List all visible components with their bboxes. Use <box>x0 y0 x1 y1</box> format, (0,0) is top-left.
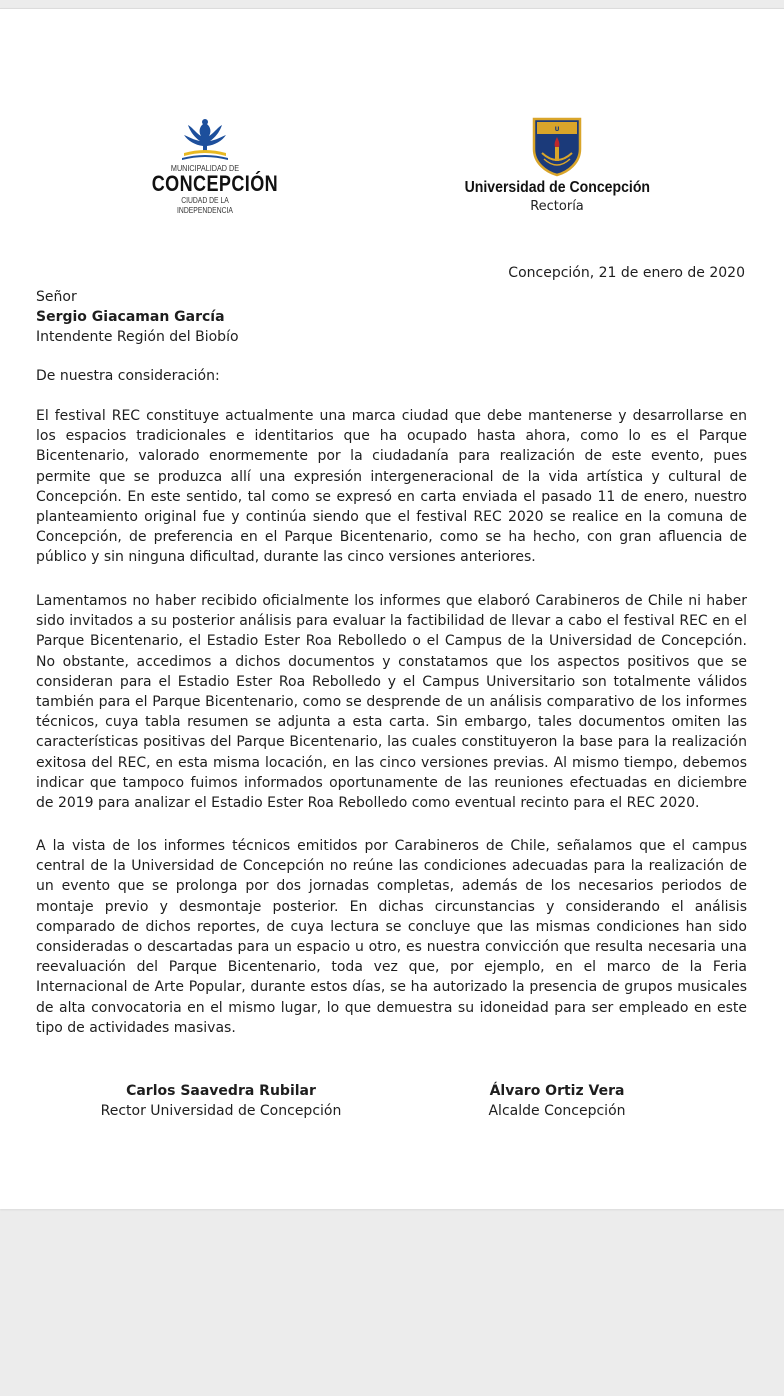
signature-role: Rector Universidad de Concepción <box>100 1103 342 1119</box>
letter-page <box>0 8 784 1209</box>
muni-logo-title: CONCEPCIÓN <box>151 171 279 196</box>
signature-name: Álvaro Ortiz Vera <box>489 1083 625 1099</box>
letter-date: Concepción, 21 de enero de 2020 <box>508 265 745 281</box>
muni-logo-tagline: CIUDAD DE LA INDEPENDENCIA <box>177 195 233 215</box>
udec-logo <box>452 117 662 214</box>
udec-logo-subtitle: Rectoría <box>530 199 584 214</box>
signature-alcalde <box>457 1081 657 1121</box>
udec-shield-icon <box>532 117 582 177</box>
recipient-name: Sergio Giacaman García <box>36 309 225 325</box>
muni-logo-small-text: MUNICIPALIDAD DE <box>170 163 240 173</box>
municipalidad-logo <box>140 117 279 217</box>
greeting: De nuestra consideración: <box>36 368 220 384</box>
svg-text:U: U <box>554 126 560 133</box>
phoenix-emblem-icon <box>170 117 240 163</box>
body-paragraph-3: A la vista de los informes técnicos emitidos por Carabineros de Chile, señalamos que el campus central de la Universidad de Concepción no reúne las condiciones adecuadas para la realización de un evento que se prolonga por dos jornadas completas, además de los necesarios periodos de montaje previo y desmontaje posterior. En dichas circunstancias y considerando el análisis comparado de dichos reportes, de cuya lectura se concluye que las mismas condiciones han sido consideradas o descartadas para un espacio u otro, es nuestra convicción que resulta necesaria una reevaluación del Parque Bicentenario, toda vez que, por ejemplo, en el marco de la Feria Internacional de Arte Popular, durante estos días, se ha autorizado la presencia de grupos musicales de alta convocatoria en el mismo lugar, lo que demuestra su idoneidad para ser empleado en este tipo de actividades masivas. <box>36 838 747 1036</box>
signature-name: Carlos Saavedra Rubilar <box>126 1083 316 1099</box>
udec-logo-name: Universidad de Concepción <box>464 179 651 196</box>
recipient-block <box>36 287 239 347</box>
body-paragraph-2: Lamentamos no haber recibido oficialmente los informes que elaboró Carabineros de Chile ni haber sido invitados a su posterior análisis para evaluar la factibilidad de llevar a cabo el festival REC en el Parque Bicentenario, el Estadio Ester Roa Rebolledo o el Campus de la Universidad de Concepción. No obstante, accedimos a dichos documentos y constatamos que los aspectos positivos que se consideran para el Estadio Ester Roa Rebolledo y el Campus Universitario son totalmente válidos también para el Parque Bicentenario, como se desprende de un análisis comparativo de los informes técnicos, cuya tabla resumen se adjunta a esta carta. Sin embargo, tales documentos omiten las características positivas del Parque Bicentenario, las cuales constituyeron la base para la realización exitosa del REC, en esta misma locación, en las cinco versiones previas. Al mismo tiempo, debemos indicar que tampoco fuimos informados oportunamente de las reuniones efectuadas en diciembre de 2019 para analizar el Estadio Ester Roa Rebolledo como eventual recinto para el REC 2020. <box>36 593 747 812</box>
recipient-title: Intendente Región del Biobío <box>36 329 239 345</box>
signature-rector <box>96 1081 346 1121</box>
salutation: Señor <box>36 289 77 305</box>
signature-role: Alcalde Concepción <box>488 1103 626 1119</box>
body-paragraph-1: El festival REC constituye actualmente una marca ciudad que debe mantenerse y desarrollarse en los espacios tradicionales e identitarios que ha ocupado hasta ahora, como lo es el Parque Bicentenario, valorado enormemente por la ciudadanía para realización de este evento, pues permite que se produzca allí una expresión intergeneracional de la vida artística y cultural de Concepción. En este sentido, tal como se expresó en carta enviada el pasado 11 de enero, nuestro planteamiento original fue y continúa siendo que el festival REC 2020 se realice en la comuna de Concepción, de preferencia en el Parque Bicentenario, como se ha hecho, con gran afluencia de público y sin ninguna dificultad, durante las cinco versiones anteriores. <box>36 408 747 566</box>
